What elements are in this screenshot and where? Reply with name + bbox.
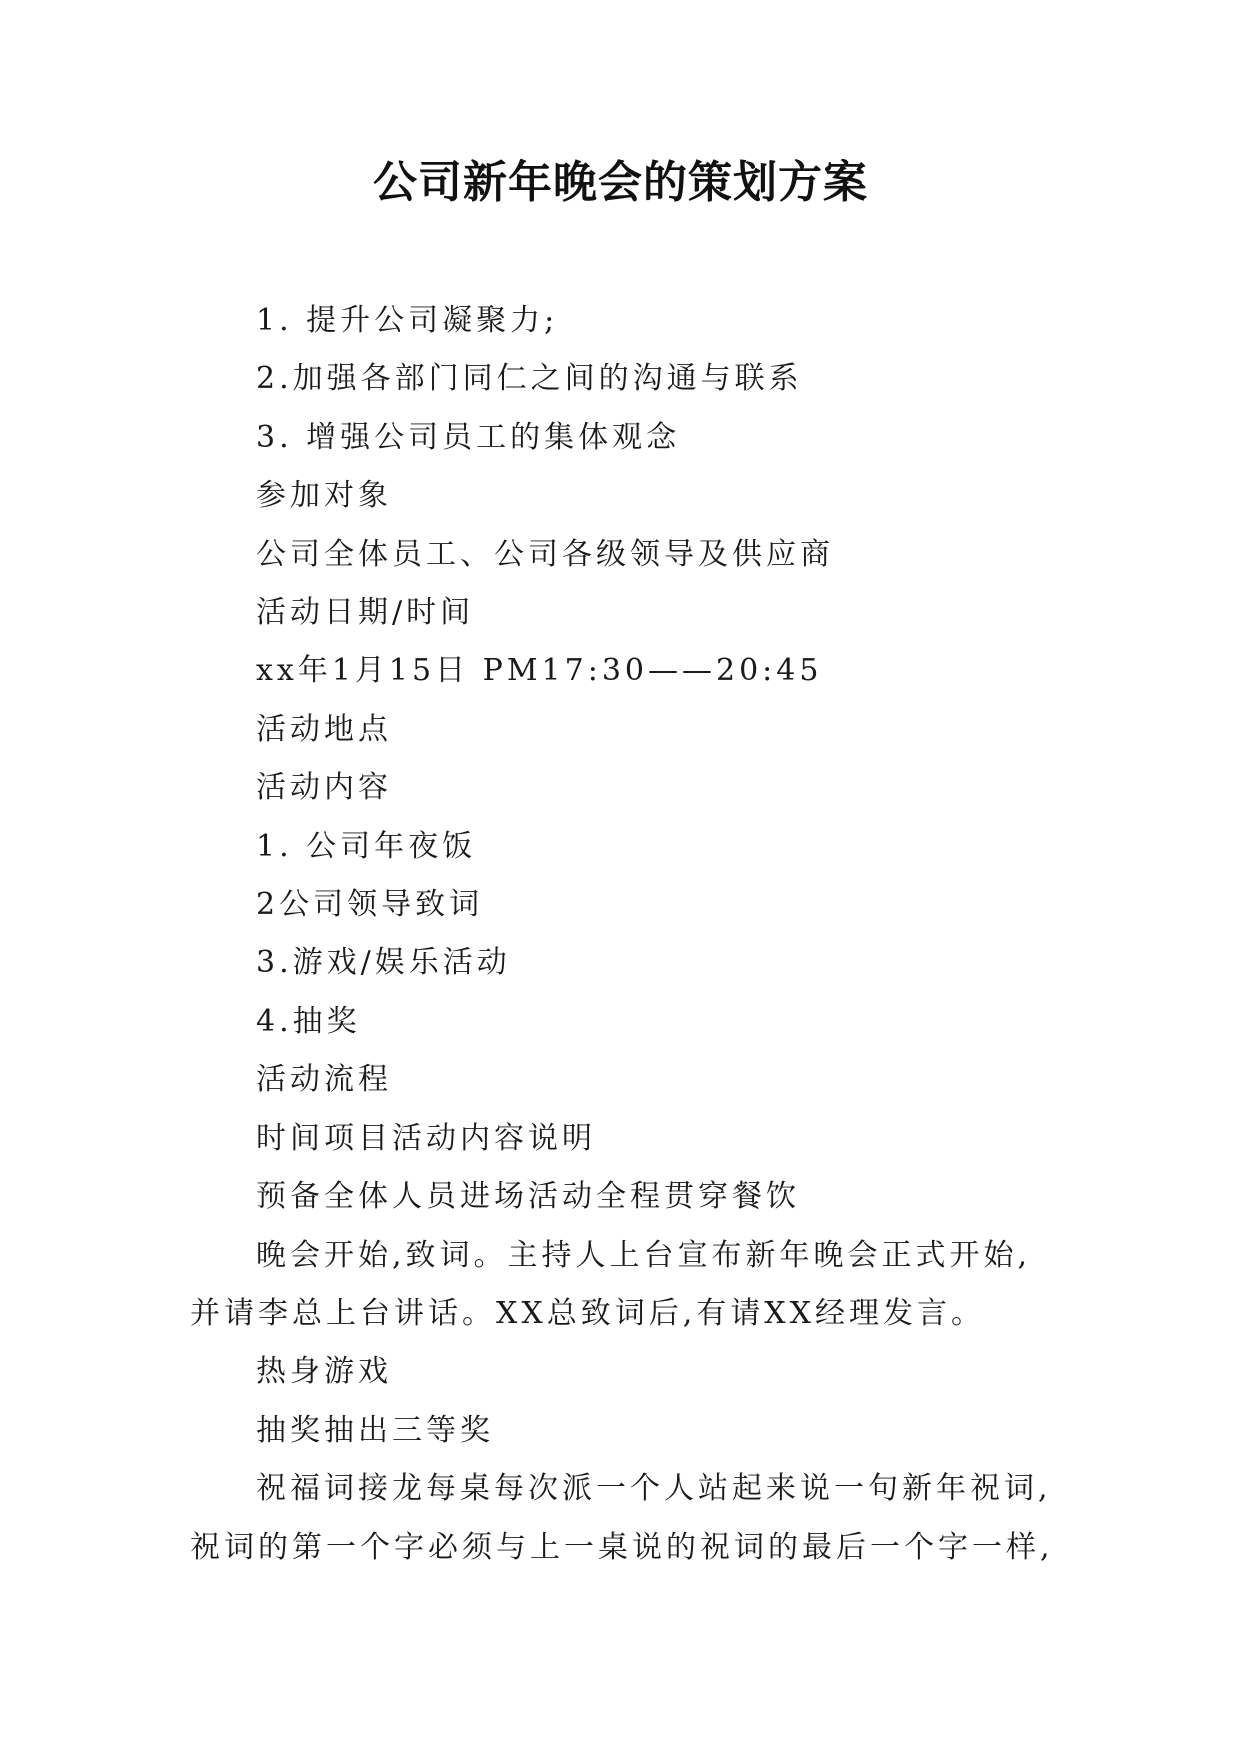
paragraph: 晚会开始,致词。主持人上台宣布新年晚会正式开始,并请李总上台讲话。XX总致词后,有请XX经理发言。 [190, 1237, 1032, 1331]
paragraph: 4.抽奖 [256, 1003, 361, 1039]
paragraph: 预备全体人员进场活动全程贯穿餐饮 [256, 1179, 800, 1215]
paragraph: 2.加强各部门同仁之间的沟通与联系 [256, 361, 803, 397]
paragraph: 3.游戏/娱乐活动 [256, 945, 511, 981]
paragraph: 参加对象 [256, 478, 392, 514]
paragraph: 1. 公司年夜饭 [256, 828, 477, 864]
document-title: 公司新年晚会的策划方案 [373, 157, 868, 208]
paragraph: 祝福词接龙每桌每次派一个人站起来说一句新年祝词,祝词的第一个字必须与上一桌说的祝词的最后一个字一样, [190, 1471, 1054, 1565]
document-body [190, 292, 1064, 1577]
paragraph: 2公司领导致词 [256, 887, 484, 923]
paragraph: 1. 提升公司凝聚力; [256, 303, 559, 338]
paragraph: 抽奖抽出三等奖 [256, 1412, 494, 1448]
paragraph: 活动地点 [256, 711, 392, 747]
paragraph: 3. 增强公司员工的集体观念 [256, 419, 681, 455]
paragraph: xx年1月15日 PM17:30——20:45 [256, 653, 823, 689]
paragraph: 时间项目活动内容说明 [256, 1120, 596, 1156]
paragraph: 活动流程 [256, 1062, 392, 1098]
paragraph: 热身游戏 [256, 1354, 392, 1390]
paragraph: 活动日期/时间 [256, 595, 475, 631]
paragraph: 公司全体员工、公司各级领导及供应商 [256, 536, 834, 572]
paragraph: 活动内容 [256, 770, 392, 806]
